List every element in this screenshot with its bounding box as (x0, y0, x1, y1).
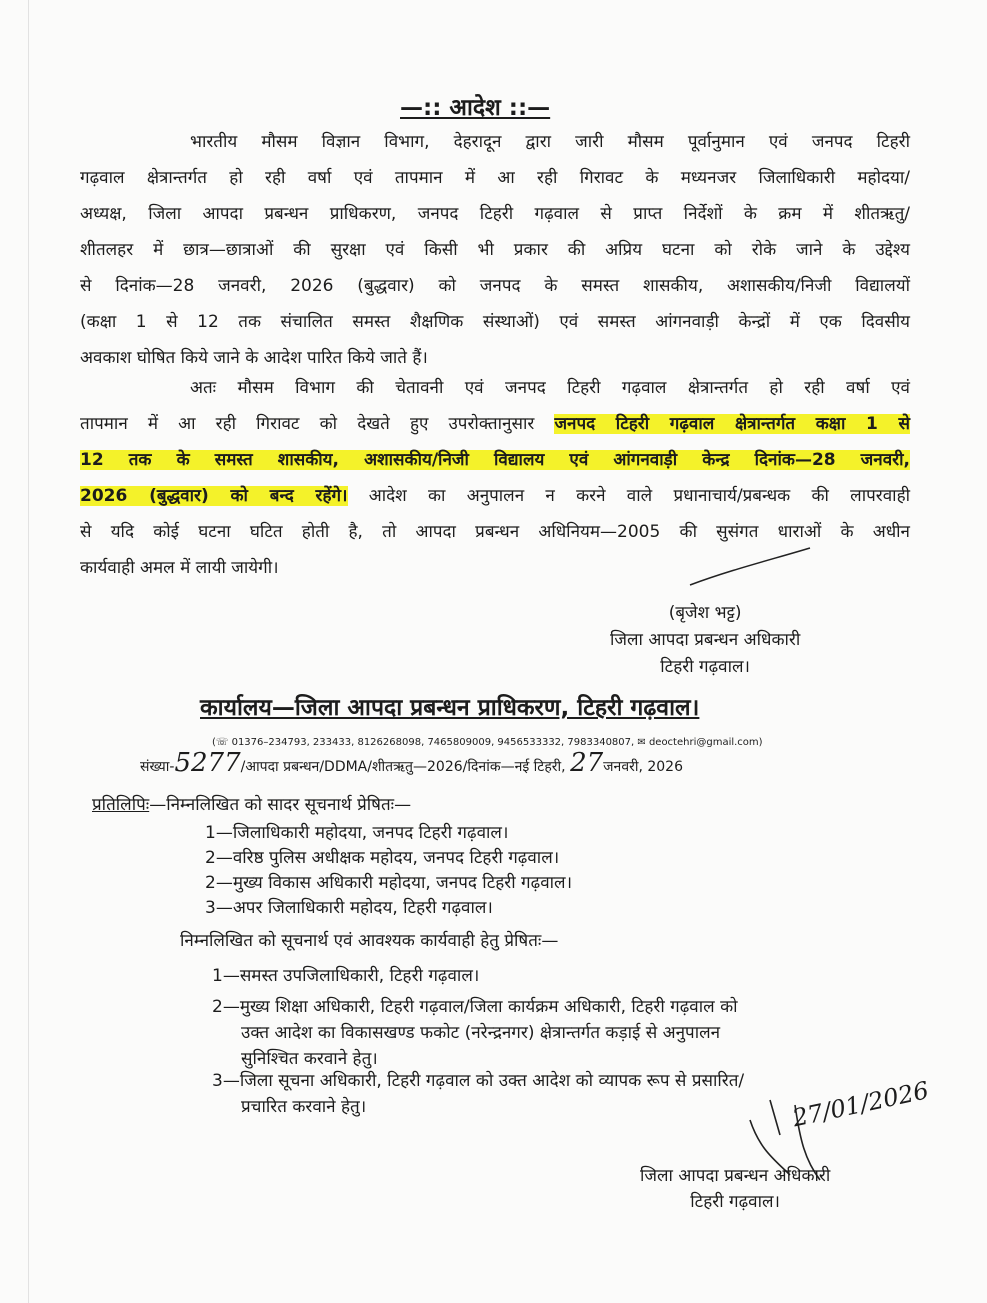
heading-text: —:: आदेश ::— (400, 95, 551, 121)
copy-intro (92, 792, 411, 815)
copy-intro-text: —निम्नलिखित को सादर सूचनार्थ प्रेषितः— (149, 795, 412, 815)
reference-day: 27 (570, 748, 604, 778)
action-list-item: 1—समस्त उपजिलाधिकारी, टिहरी गढ़वाल। (212, 966, 480, 986)
signatory-designation: जिला आपदा प्रबन्धन अधिकारी (640, 1166, 831, 1186)
reference-prefix: संख्या- (140, 759, 175, 775)
signatory-name: (बृजेश भट्ट) (668, 603, 742, 623)
signature-block-2 (640, 1163, 830, 1215)
para2-text: आदेश का अनुपालन न करने वाले प्रधानाचार्य/प्रबन्धक की लापरवाही (368, 486, 911, 506)
para1-line: (कक्षा 1 से 12 तक संचालित समस्त शैक्षणिक संस्थाओं) एवं समस्त आंगनवाड़ी केन्द्रों में एक दिवसीय (80, 312, 910, 332)
copy-intro-2: निम्नलिखित को सूचनार्थ एवं आवश्यक कार्यवाही हेतु प्रेषितः— (180, 931, 559, 951)
para1-line: अध्यक्ष, जिला आपदा प्रबन्धन प्राधिकरण, जनपद टिहरी गढ़वाल से प्राप्त निर्देशों के क्रम में शीतऋतु/ (80, 204, 910, 224)
action-list-item: प्रचारित करवाने हेतु। (241, 1097, 367, 1117)
action-list-item: सुनिश्चित करवाने हेतु। (241, 1049, 378, 1069)
highlighted-text: 2026 (बुद्धवार) को बन्द रहेंगे। (80, 486, 348, 506)
copy-list-item: 2—वरिष्ठ पुलिस अधीक्षक महोदय, जनपद टिहरी गढ़वाल। (205, 848, 560, 868)
para2-line: कार्यवाही अमल में लायी जायेगी। (80, 558, 279, 578)
para1-line: भारतीय मौसम विज्ञान विभाग, देहरादून द्वारा जारी मौसम पूर्वानुमान एवं जनपद टिहरी (190, 132, 910, 152)
reference-text: /आपदा प्रबन्धन/DDMA/शीतऋतु—2026/दिनांक—नई टिहरी, (240, 759, 566, 775)
para2-text: तापमान में आ रही गिरावट को देखते हुए उपरोक्तानुसार (80, 414, 535, 434)
signatory-place: टिहरी गढ़वाल। (690, 1192, 780, 1212)
action-list-item: 3—जिला सूचना अधिकारी, टिहरी गढ़वाल को उक्त आदेश को व्यापक रूप से प्रसारित/ (212, 1071, 745, 1091)
highlighted-text: जनपद टिहरी गढ़वाल क्षेत्रान्तर्गत कक्षा 1 से (554, 414, 910, 434)
copy-list-item: 3—अपर जिलाधिकारी महोदय, टिहरी गढ़वाल। (205, 898, 493, 918)
action-list-item: 2—मुख्य शिक्षा अधिकारी, टिहरी गढ़वाल/जिला कार्यक्रम अधिकारी, टिहरी गढ़वाल को (212, 997, 738, 1017)
reference-line (140, 748, 683, 778)
signatory-place: टिहरी गढ़वाल। (660, 657, 750, 677)
para1-line: अवकाश घोषित किये जाने के आदेश पारित किये जाते हैं। (80, 348, 428, 368)
contact-line: (☏ 01376–234793, 233433, 8126268098, 7465809009, 9456533332, 7983340807, ✉ deoctehri@gmail.com) (212, 737, 763, 748)
para2-line: से यदि कोई घटना घटित होती है, तो आपदा प्रबन्धन अधिनियम—2005 की सुसंगत धाराओं के अधीन (80, 522, 910, 542)
para1-line: से दिनांक—28 जनवरी, 2026 (बुद्धवार) को जनपद के समस्त शासकीय, अशासकीय/निजी विद्यालयों (80, 276, 910, 296)
handwritten-date: 27/01/2026 (790, 1076, 932, 1133)
para2-line: अतः मौसम विभाग की चेतावनी एवं जनपद टिहरी गढ़वाल क्षेत्रान्तर्गत हो रही वर्षा एवं (190, 378, 910, 398)
highlighted-text: 12 तक के समस्त शासकीय, अशासकीय/निजी विद्यालय एवं आंगनवाड़ी केन्द्र दिनांक—28 जनवरी, (80, 450, 910, 470)
copy-list-item: 1—जिलाधिकारी महोदया, जनपद टिहरी गढ़वाल। (205, 823, 509, 843)
para1-line: गढ़वाल क्षेत्रान्तर्गत हो रही वर्षा एवं तापमान में आ रही गिरावट के मध्यनजर जिलाधिकारी महोदया/ (80, 168, 910, 188)
copy-list-item: 2—मुख्य विकास अधिकारी महोदया, जनपद टिहरी गढ़वाल। (205, 873, 573, 893)
reference-date: जनवरी, 2026 (603, 759, 683, 775)
reference-number: 5277 (174, 748, 241, 778)
para1-line: शीतलहर में छात्र—छात्राओं की सुरक्षा एवं किसी भी प्रकार की अप्रिय घटना को रोके जाने के उद्देश्य (80, 240, 910, 260)
copy-label: प्रतिलिपिः (92, 795, 150, 815)
signatory-designation: जिला आपदा प्रबन्धन अधिकारी (610, 630, 801, 650)
office-header: कार्यालय—जिला आपदा प्रबन्धन प्राधिकरण, टिहरी गढ़वाल। (200, 695, 700, 721)
action-list-item: उक्त आदेश का विकासखण्ड फकोट (नरेन्द्रनगर) क्षेत्रान्तर्गत कड़ाई से अनुपालन (241, 1023, 721, 1043)
signature-block-1 (610, 600, 800, 681)
